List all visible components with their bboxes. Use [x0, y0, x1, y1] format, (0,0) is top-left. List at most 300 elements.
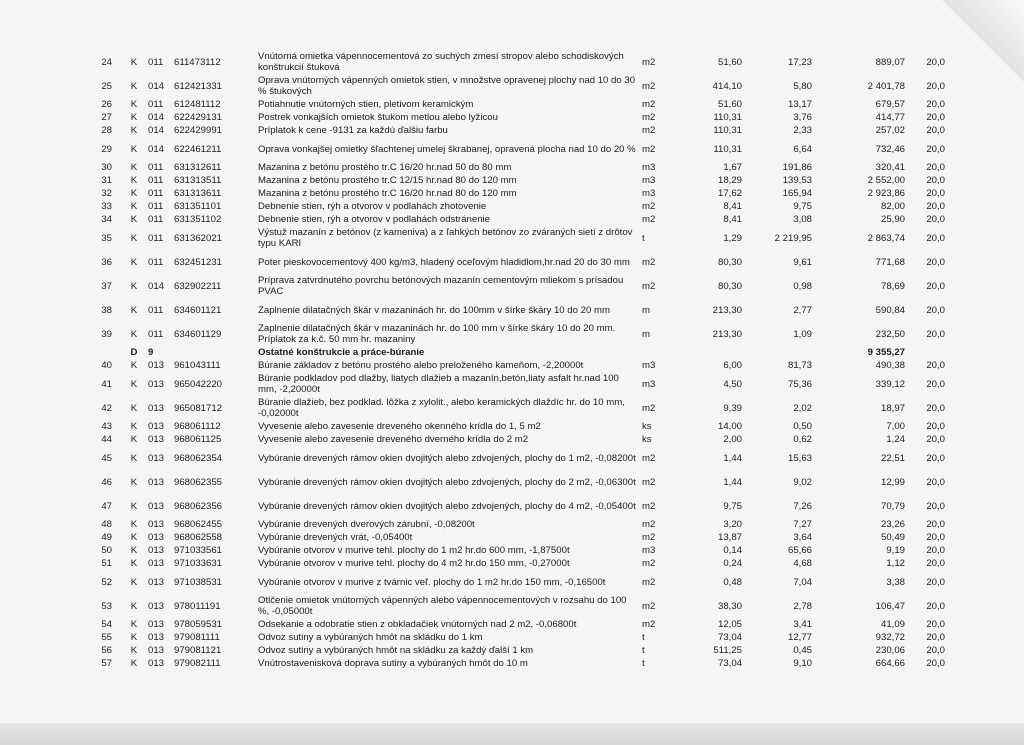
item-unit-price: 17,23 [787, 56, 812, 68]
item-total: 12,99 [880, 476, 905, 488]
item-description: Otlčenie omietok vnútorných vápenných alebo vápennocementových v rozsahu do 100 %, -0,05000t [258, 595, 627, 617]
item-quantity: 2,00 [723, 434, 742, 445]
item-type: K [130, 232, 138, 244]
item-group: 011 [148, 56, 164, 68]
table-row [72, 226, 945, 250]
item-number: 48 [101, 519, 112, 530]
item-type: K [130, 434, 138, 445]
item-number: 35 [101, 232, 112, 244]
item-code: 632451231 [174, 256, 223, 268]
item-type: K [130, 112, 138, 123]
item-description: Odvoz sutiny a vybúraných hmôt na skládku do 1 km [258, 632, 483, 643]
item-description: Oprava vnútorných vápenných omietok stien, v množstve opravenej plochy nad 10 do 30 % štukových [258, 75, 636, 97]
item-code: 631351101 [174, 201, 222, 212]
item-unit-price: 0,98 [793, 280, 812, 292]
item-unit-price: 139,53 [782, 175, 812, 186]
item-unit: m2 [642, 402, 656, 414]
item-number: 26 [101, 99, 112, 110]
item-unit-price: 1,09 [793, 328, 812, 340]
item-vat-rate: 20,0 [926, 645, 945, 656]
item-type: K [130, 500, 138, 512]
table-row [72, 137, 945, 161]
item-vat-rate: 20,0 [926, 188, 945, 199]
item-number: 51 [101, 558, 112, 569]
table-row [72, 644, 945, 657]
table-row [72, 187, 945, 200]
table-row [72, 98, 945, 111]
item-description: Vyvesenie alebo zavesenie dreveného dverného krídla do 2 m2 [258, 434, 529, 445]
item-group: 011 [148, 232, 164, 244]
item-group: 011 [148, 304, 164, 316]
item-description: Zaplnenie dilatačných škár v mazaninách hr. do 100 mm v šírke škáry 10 do 20 mm. Príplatok za k.č. 50 mm hr. mazaniny [258, 323, 616, 345]
item-unit-price: 2,78 [793, 600, 812, 612]
item-unit-price: 0,62 [793, 434, 812, 445]
item-total: 22,51 [880, 452, 905, 464]
item-unit: m2 [642, 476, 656, 488]
item-unit: m2 [642, 125, 656, 136]
item-description: Vnútrostavenisková doprava sutiny a vybúraných hmôt do 10 m [258, 658, 528, 669]
item-total: 3,38 [886, 576, 905, 588]
item-total: 2 552,00 [867, 175, 905, 186]
item-unit: m2 [642, 256, 656, 268]
item-unit-price: 3,64 [793, 532, 812, 543]
item-unit: t [642, 658, 645, 669]
item-description: Vybúranie drevených vrát, -0,05400t [258, 532, 413, 543]
table-row [72, 50, 945, 74]
item-quantity: 110,31 [713, 112, 742, 123]
item-group: 013 [148, 402, 165, 414]
table-row [72, 124, 945, 137]
item-quantity: 414,10 [712, 80, 742, 92]
table-row [72, 322, 945, 346]
item-total: 106,47 [875, 600, 905, 612]
item-total: 732,46 [875, 143, 905, 155]
item-quantity: 1,44 [723, 476, 742, 488]
item-quantity: 9,75 [723, 500, 742, 512]
item-vat-rate: 20,0 [926, 558, 945, 569]
item-type: K [130, 402, 138, 414]
item-type: K [130, 600, 138, 612]
item-code: 612481112 [174, 99, 221, 110]
item-total: 78,69 [880, 280, 905, 292]
table-row [72, 359, 945, 372]
item-unit-price: 15,63 [787, 452, 812, 464]
item-unit: m2 [642, 452, 656, 464]
item-type: K [130, 619, 138, 630]
item-number: 50 [101, 545, 112, 556]
item-code: 979082111 [174, 658, 221, 669]
item-unit-price: 81,73 [787, 360, 812, 371]
item-vat-rate: 20,0 [926, 402, 945, 414]
item-description: Vnútorná omietka vápennocementová zo suchých zmesí stropov alebo schodiskových konštrukcií štuková [258, 51, 624, 73]
item-group: 014 [148, 125, 165, 136]
item-code: 622461211 [174, 143, 222, 155]
item-total: 25,90 [880, 214, 905, 225]
item-total: 414,77 [875, 112, 905, 123]
item-vat-rate: 20,0 [926, 80, 945, 92]
item-unit-price: 3,76 [793, 112, 812, 123]
table-row [72, 250, 945, 274]
item-total: 23,26 [880, 519, 905, 530]
item-description: Poter pieskovocementový 400 kg/m3, hladený oceľovým hladidlom,hr.nad 20 do 30 mm [258, 256, 630, 268]
item-quantity: 6,00 [723, 360, 742, 371]
item-description: Príplatok k cene -9131 za každú ďalšiu farbu [258, 125, 448, 136]
item-code: 979081111 [174, 632, 220, 643]
item-unit-price: 0,45 [793, 645, 812, 656]
item-total: 41,09 [880, 619, 905, 630]
item-number: 24 [101, 56, 112, 68]
item-unit: t [642, 632, 645, 643]
item-number: 42 [101, 402, 112, 414]
page-edge [0, 723, 1024, 745]
item-code: 968062455 [174, 519, 223, 530]
item-quantity: 213,30 [712, 328, 742, 340]
item-vat-rate [905, 346, 945, 359]
item-description: Vybúranie drevených rámov okien dvojitých alebo zdvojených, plochy do 4 m2, -0,05400t [258, 500, 636, 512]
item-description: Vybúranie otvorov v murive tehl. plochy do 4 m2 hr.do 150 mm, -0,27000t [258, 558, 570, 569]
item-unit: m2 [642, 143, 656, 155]
item-group: 013 [148, 600, 165, 612]
item-unit: m3 [642, 545, 656, 556]
item-type: K [130, 360, 138, 371]
item-description: Príprava zatvrdnutého povrchu betónových mazanín cementovým mliekom s prísadou PVAC [258, 275, 624, 297]
item-quantity: 80,30 [717, 280, 742, 292]
item-group: 011 [148, 328, 164, 340]
item-number: 47 [101, 500, 112, 512]
item-type: K [130, 378, 138, 390]
table-row [72, 174, 945, 187]
item-vat-rate: 20,0 [926, 360, 945, 371]
table-row [72, 372, 945, 396]
item-code: 632902211 [174, 280, 222, 292]
item-unit-price: 2 219,95 [774, 232, 812, 244]
item-description: Potiahnutie vnútorných stien, pletivom keramickým [258, 99, 474, 110]
item-code: 971033631 [174, 558, 223, 569]
table-row [72, 544, 945, 557]
item-unit: m2 [642, 576, 656, 588]
item-vat-rate: 20,0 [926, 280, 945, 292]
item-total: 320,41 [875, 162, 905, 173]
item-code: 968061112 [174, 421, 221, 432]
item-number: 49 [101, 532, 112, 543]
table-row [72, 631, 945, 644]
table-row [72, 161, 945, 174]
item-group: 013 [148, 421, 165, 432]
item-group: 013 [148, 519, 165, 530]
item-number: 57 [101, 658, 112, 669]
item-unit: m [642, 304, 650, 316]
section-row [72, 346, 945, 359]
item-group: 013 [148, 378, 165, 390]
item-unit-price: 2,33 [793, 125, 812, 136]
table-row [72, 433, 945, 446]
item-vat-rate: 20,0 [926, 476, 945, 488]
item-group: 013 [148, 476, 165, 488]
table-row [72, 494, 945, 518]
bill-of-quantities-table [72, 50, 945, 670]
item-total: 889,07 [875, 56, 905, 68]
item-type: K [130, 421, 138, 432]
item-number: 46 [101, 476, 112, 488]
item-quantity: 8,41 [723, 214, 742, 225]
item-code: 968062354 [174, 452, 223, 464]
item-quantity: 51,60 [717, 99, 742, 110]
item-quantity: 511,25 [713, 645, 742, 656]
item-unit: m3 [642, 188, 656, 199]
item-quantity: 38,30 [717, 600, 742, 612]
item-quantity: 18,29 [717, 175, 742, 186]
item-number: 53 [101, 600, 112, 612]
item-vat-rate: 20,0 [926, 619, 945, 630]
item-total: 1,24 [886, 434, 905, 445]
item-unit-price: 12,77 [787, 632, 812, 643]
item-type: K [130, 99, 138, 110]
item-quantity: 4,50 [723, 378, 742, 390]
table-row [72, 274, 945, 298]
item-number: 36 [101, 256, 112, 268]
item-total: 932,72 [875, 632, 905, 643]
item-number: 56 [101, 645, 112, 656]
item-group: 013 [148, 645, 165, 656]
item-group: 013 [148, 658, 165, 669]
item-type: K [130, 519, 138, 530]
item-unit: m2 [642, 56, 656, 68]
item-unit: m3 [642, 378, 656, 390]
item-description: Vybúranie drevených rámov okien dvojitých alebo zdvojených, plochy do 2 m2, -0,06300t [258, 476, 636, 488]
item-description: Debnenie stien, rýh a otvorov v podlahách odstránenie [258, 214, 490, 225]
item-number: 29 [101, 143, 112, 155]
table-row [72, 594, 945, 618]
table-row [72, 213, 945, 226]
item-quantity: 17,62 [717, 188, 742, 199]
item-description: Búranie podkladov pod dlažby, liatych dlažieb a mazanín,betón,liaty asfalt hr.nad 100 mm, -2,20000t [258, 373, 619, 395]
item-unit: m2 [642, 600, 656, 612]
item-code: 631351102 [174, 214, 222, 225]
item-number: 34 [101, 214, 112, 225]
item-quantity: 110,31 [713, 125, 742, 136]
item-vat-rate: 20,0 [926, 232, 945, 244]
item-unit-price: 7,04 [793, 576, 812, 588]
item-code: 622429131 [174, 112, 223, 123]
item-unit: m2 [642, 558, 656, 569]
item-quantity: 1,67 [723, 162, 742, 173]
item-type: K [130, 545, 138, 556]
item-group: 9 [148, 347, 154, 358]
item-code: 612421331 [174, 80, 223, 92]
item-group: 011 [148, 256, 164, 268]
table-row [72, 657, 945, 670]
item-code: 634601129 [174, 328, 222, 340]
item-type: K [130, 175, 138, 186]
item-total: 50,49 [880, 532, 905, 543]
item-total: 2 401,78 [867, 80, 905, 92]
item-number [72, 346, 120, 359]
item-description: Mazanina z betónu prostého tr.C 12/15 hr.nad 80 do 120 mm [258, 175, 517, 186]
item-vat-rate: 20,0 [926, 214, 945, 225]
item-unit: ks [642, 421, 652, 432]
table-row [72, 557, 945, 570]
item-total: 9 355,27 [867, 347, 905, 358]
item-type: K [130, 280, 138, 292]
item-unit: m2 [642, 112, 656, 123]
item-quantity: 73,04 [717, 632, 742, 643]
item-group: 014 [148, 280, 165, 292]
item-description: Búranie dlažieb, bez podklad. lôžka z xylolit., alebo keramických dlaždíc hr. do 10 mm, -0,02000t [258, 397, 625, 419]
item-unit-price: 13,17 [787, 99, 812, 110]
item-vat-rate: 20,0 [926, 632, 945, 643]
item-quantity: 1,29 [723, 232, 742, 244]
item-total: 232,50 [875, 328, 905, 340]
item-vat-rate: 20,0 [926, 99, 945, 110]
table-row [72, 111, 945, 124]
item-number: 39 [101, 328, 112, 340]
item-description: Vybúranie drevených rámov okien dvojitých alebo zdvojených, plochy do 1 m2, -0,08200t [258, 452, 636, 464]
item-total: 664,66 [875, 658, 905, 669]
item-quantity: 51,60 [717, 56, 742, 68]
item-total: 339,12 [875, 378, 905, 390]
item-unit: m3 [642, 175, 656, 186]
item-vat-rate: 20,0 [926, 256, 945, 268]
item-type: K [130, 532, 138, 543]
item-group: 014 [148, 112, 165, 123]
table-row [72, 531, 945, 544]
item-description: Vyvesenie alebo zavesenie dreveného okenného krídla do 1, 5 m2 [258, 421, 541, 432]
item-vat-rate: 20,0 [926, 201, 945, 212]
item-group: 013 [148, 576, 165, 588]
item-group: 011 [148, 175, 164, 186]
item-vat-rate: 20,0 [926, 143, 945, 155]
item-unit-price: 7,27 [793, 519, 812, 530]
item-unit-price: 191,86 [782, 162, 812, 173]
item-type: K [130, 658, 138, 669]
item-unit-price: 3,08 [793, 214, 812, 225]
item-type: K [130, 125, 138, 136]
item-type: K [130, 645, 138, 656]
item-type: K [130, 201, 138, 212]
item-group: 013 [148, 558, 165, 569]
item-code: 979081121 [174, 645, 222, 656]
item-unit-price: 7,26 [793, 500, 812, 512]
item-description: Oprava vonkajšej omietky šľachtenej umelej škrabanej, opravená plocha nad 10 do 20 % [258, 143, 636, 155]
table-row [72, 396, 945, 420]
item-description: Búranie základov z betónu prostého alebo preloženého kameňom, -2,20000t [258, 360, 584, 371]
item-type: K [130, 143, 138, 155]
item-code: 965042220 [174, 378, 223, 390]
item-number: 31 [101, 175, 112, 186]
item-description: Odsekanie a odobratie stien z obkladačiek vnútorných nad 2 m2, -0,06800t [258, 619, 577, 630]
item-unit-price: 5,80 [793, 80, 812, 92]
item-group: 013 [148, 360, 165, 371]
item-type: K [130, 162, 138, 173]
item-vat-rate: 20,0 [926, 576, 945, 588]
item-quantity: 0,48 [723, 576, 742, 588]
item-type: K [130, 188, 138, 199]
item-vat-rate: 20,0 [926, 658, 945, 669]
table-row [72, 618, 945, 631]
item-total: 230,06 [875, 645, 905, 656]
item-number: 37 [101, 280, 112, 292]
item-group: 013 [148, 632, 165, 643]
item-type: D [130, 347, 138, 358]
item-group: 013 [148, 619, 165, 630]
item-code: 965081712 [174, 402, 223, 414]
item-quantity: 9,39 [723, 402, 742, 414]
table-row [72, 470, 945, 494]
item-vat-rate: 20,0 [926, 545, 945, 556]
item-code: 622429991 [174, 125, 223, 136]
item-code: 631312611 [174, 162, 222, 173]
item-vat-rate: 20,0 [926, 125, 945, 136]
item-unit: m3 [642, 360, 656, 371]
item-description: Postrek vonkajších omietok štukom metlou alebo lyžicou [258, 112, 498, 123]
item-group: 013 [148, 500, 165, 512]
item-code [174, 346, 258, 359]
item-unit-price: 3,41 [793, 619, 812, 630]
item-unit-price: 9,61 [793, 256, 812, 268]
item-group: 013 [148, 545, 165, 556]
item-type: K [130, 214, 138, 225]
table-row [72, 298, 945, 322]
item-code: 968062355 [174, 476, 223, 488]
item-vat-rate: 20,0 [926, 378, 945, 390]
item-description: Debnenie stien, rýh a otvorov v podlahách zhotovenie [258, 201, 487, 212]
item-unit-price: 9,02 [793, 476, 812, 488]
item-unit: m3 [642, 162, 656, 173]
item-type: K [130, 304, 138, 316]
item-quantity: 0,14 [723, 545, 742, 556]
item-vat-rate: 20,0 [926, 175, 945, 186]
item-type: K [130, 452, 138, 464]
item-unit: m2 [642, 619, 656, 630]
item-quantity: 13,87 [717, 532, 742, 543]
item-number: 28 [101, 125, 112, 136]
item-code: 961043111 [174, 360, 221, 371]
item-type: K [130, 576, 138, 588]
item-group: 014 [148, 143, 165, 155]
item-number: 54 [101, 619, 112, 630]
item-unit: m [642, 328, 650, 340]
item-code: 968062356 [174, 500, 223, 512]
item-code: 968062558 [174, 532, 223, 543]
item-total: 7,00 [886, 421, 905, 432]
item-unit-price: 4,68 [793, 558, 812, 569]
item-quantity: 73,04 [717, 658, 742, 669]
item-unit: m2 [642, 80, 656, 92]
item-type: K [130, 328, 138, 340]
item-description: Zaplnenie dilatačných škár v mazaninách hr. do 100mm v šírke škáry 10 do 20 mm [258, 304, 610, 316]
item-number: 25 [101, 80, 112, 92]
table-row [72, 74, 945, 98]
item-code: 634601121 [174, 304, 222, 316]
item-number: 27 [101, 112, 112, 123]
item-vat-rate: 20,0 [926, 600, 945, 612]
item-quantity: 213,30 [712, 304, 742, 316]
item-group: 011 [148, 99, 164, 110]
item-quantity: 3,20 [723, 519, 742, 530]
item-vat-rate: 20,0 [926, 162, 945, 173]
item-unit-price: 65,66 [787, 545, 812, 556]
item-vat-rate: 20,0 [926, 328, 945, 340]
item-unit-price: 165,94 [782, 188, 812, 199]
item-unit-price [742, 346, 812, 359]
table-row [72, 420, 945, 433]
item-number: 33 [101, 201, 112, 212]
item-quantity: 80,30 [717, 256, 742, 268]
item-code: 971038531 [174, 576, 223, 588]
item-quantity: 14,00 [717, 421, 742, 432]
item-description: Mazanina z betónu prostého tr.C 16/20 hr.nad 80 do 120 mm [258, 188, 517, 199]
item-code: 631313611 [174, 188, 222, 199]
